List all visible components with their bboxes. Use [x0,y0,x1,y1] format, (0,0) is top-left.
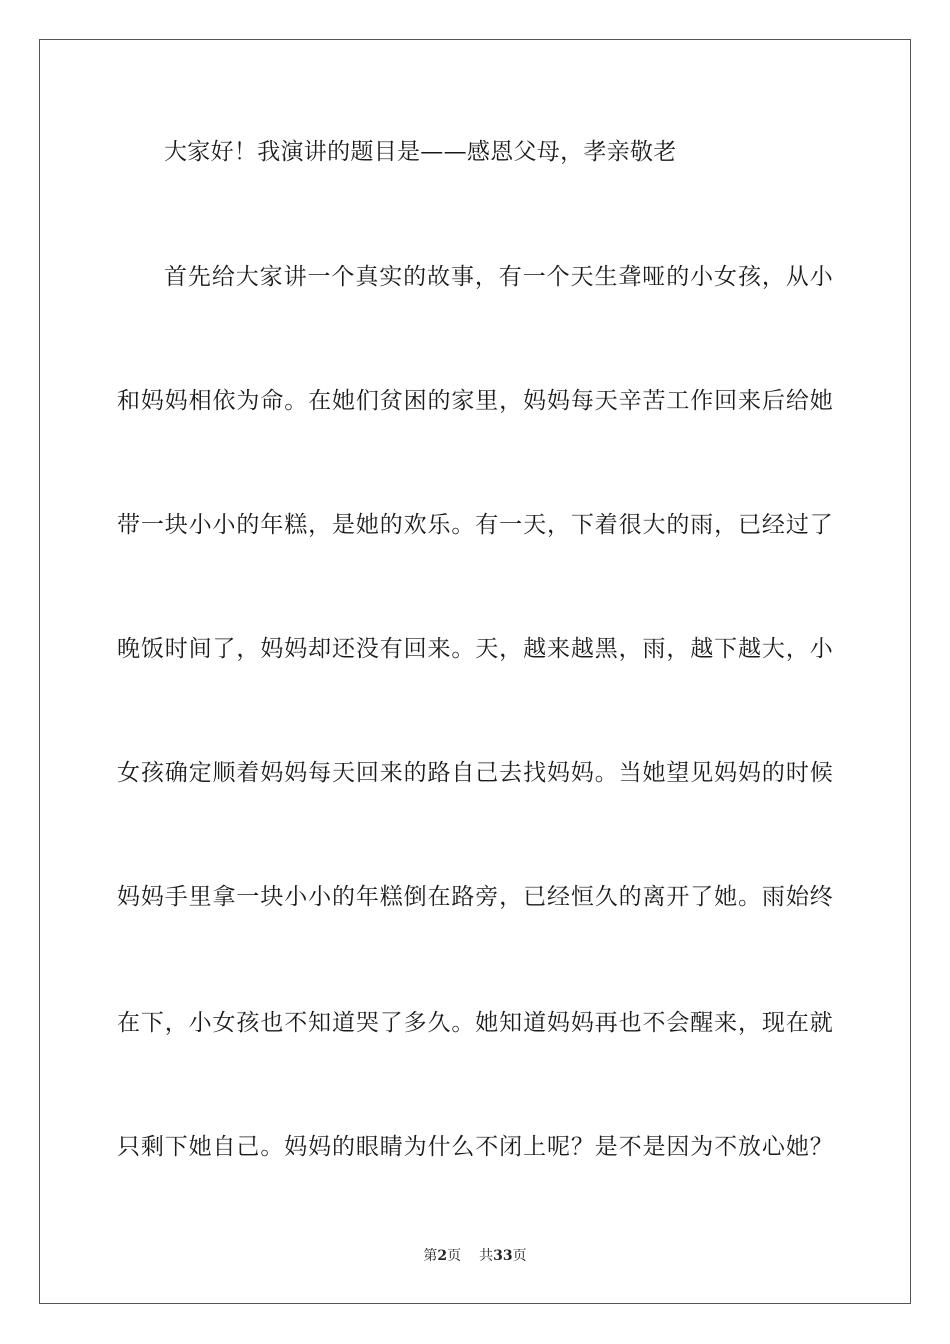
paragraph-2-line-2: 和妈妈相依为命。在她们贫困的家里，妈妈每天辛苦工作回来后给她 [117,388,833,414]
paragraph-2-line-3: 带一块小小的年糕，是她的欢乐。有一天，下着很大的雨，已经过了 [117,512,833,538]
page-suffix: 页 [447,1248,462,1264]
total-pages: 33 [493,1248,513,1264]
paragraph-2-line-8: 只剩下她自己。妈妈的眼睛为什么不闭上呢？是不是因为不放心她？ [117,1134,833,1160]
paragraph-2-line-7: 在下，小女孩也不知道哭了多久。她知道妈妈再也不会醒来，现在就 [117,1010,833,1036]
page-prefix: 第 [423,1248,438,1264]
total-suffix: 页 [512,1248,527,1264]
paragraph-2-line-6: 妈妈手里拿一块小小的年糕倒在路旁，已经恒久的离开了她。雨始终 [117,884,833,910]
total-prefix: 共 [479,1248,494,1264]
paragraph-1-line-1: 大家好！我演讲的题目是——感恩父母，孝亲敬老 [164,139,677,165]
paragraph-2-line-1: 首先给大家讲一个真实的故事，有一个天生聋哑的小女孩，从小 [164,264,833,290]
page-footer [0,1247,950,1265]
page-border [39,39,911,1304]
paragraph-2-line-4: 晚饭时间了，妈妈却还没有回来。天，越来越黑，雨，越下越大，小 [117,636,833,662]
paragraph-2-line-5: 女孩确定顺着妈妈每天回来的路自己去找妈妈。当她望见妈妈的时候 [117,760,833,786]
page-number: 2 [437,1248,448,1264]
